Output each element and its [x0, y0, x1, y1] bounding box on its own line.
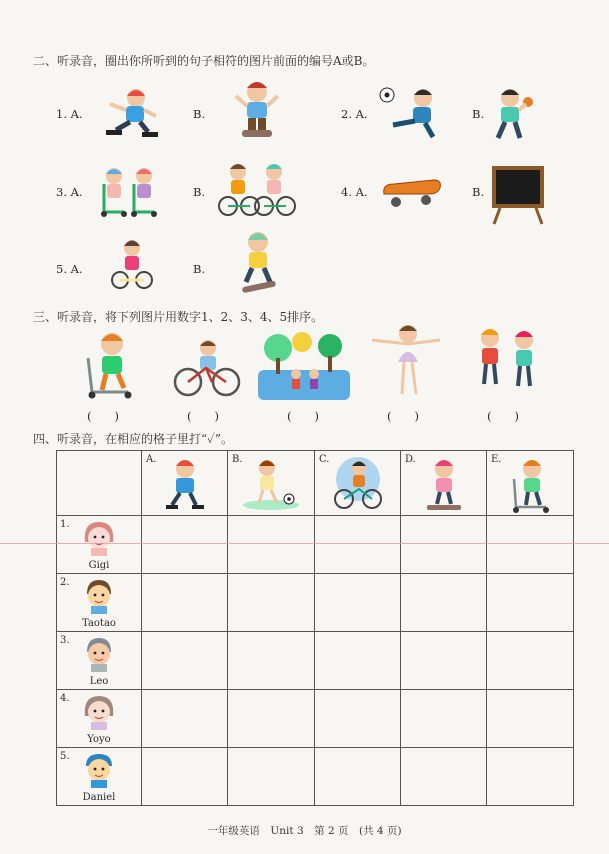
answer-cell-1-e[interactable]	[487, 516, 574, 574]
boy-bicycle-icon	[329, 457, 387, 511]
park-skating-scene-image	[258, 330, 350, 400]
roller-skater-icon	[162, 457, 208, 513]
answer-cell-1-a[interactable]	[142, 516, 228, 574]
row-name: Gigi	[88, 560, 110, 571]
order-blank-2[interactable]: ( )	[187, 409, 219, 423]
order-blank-5[interactable]: ( )	[487, 409, 519, 423]
column-b-header	[228, 451, 315, 516]
ballet-dancer-girl-image	[368, 322, 444, 400]
q2-b-label: B.	[472, 107, 485, 121]
row-head-cell	[57, 690, 142, 748]
answer-cell-4-c[interactable]	[315, 690, 401, 748]
page-footer: 一年级英语 Unit 3 第 2 页 (共 4 页)	[207, 825, 402, 837]
answer-cell-4-b[interactable]	[228, 690, 315, 748]
row-head-cell	[57, 574, 142, 632]
q1-b-label: B.	[193, 107, 206, 121]
order-blank-3[interactable]: ( )	[287, 409, 319, 423]
leo-avatar-icon	[81, 636, 117, 672]
row-number: 5.	[60, 751, 70, 762]
order-blank-1[interactable]: ( )	[87, 409, 119, 423]
answer-cell-3-e[interactable]	[487, 632, 574, 690]
order-blank-4[interactable]: ( )	[387, 409, 419, 423]
section-2-title: 二、听录音，圈出你所听到的句子相符的图片前面的编号A或B。	[33, 54, 375, 68]
row-head-cell	[57, 516, 142, 574]
two-kids-scooters-image	[96, 164, 162, 220]
girl-bicycle-image	[110, 236, 154, 294]
column-d-header	[401, 451, 487, 516]
row-head-cell	[57, 632, 142, 690]
grid-row-taotao	[57, 574, 574, 632]
answer-cell-5-b[interactable]	[228, 748, 315, 806]
gigi-avatar-icon	[81, 520, 117, 556]
answer-cell-3-c[interactable]	[315, 632, 401, 690]
answer-cell-5-a[interactable]	[142, 748, 228, 806]
skateboard-image	[378, 170, 444, 212]
q2-label: 2. A.	[341, 107, 368, 121]
column-b-label: B.	[232, 454, 243, 465]
row-name: Daniel	[82, 792, 116, 803]
grid-row-gigi	[57, 516, 574, 574]
answer-cell-1-b[interactable]	[228, 516, 315, 574]
answer-cell-1-d[interactable]	[401, 516, 487, 574]
q4-b-label: B.	[472, 185, 485, 199]
column-e-header	[487, 451, 574, 516]
q1-label: 1. A.	[56, 107, 83, 121]
helmet-skateboard-kid-image	[236, 228, 282, 296]
column-e-label: E.	[491, 454, 502, 465]
column-a-header	[142, 451, 228, 516]
girl-football-icon	[241, 457, 301, 511]
cyclist-girl-image	[172, 336, 242, 400]
blackboard-image	[490, 160, 546, 226]
q5-b-label: B.	[193, 262, 206, 276]
answer-cell-2-e[interactable]	[487, 574, 574, 632]
row-number: 2.	[60, 577, 70, 588]
column-c-header	[315, 451, 401, 516]
two-skaters-image	[470, 326, 546, 398]
answer-cell-3-b[interactable]	[228, 632, 315, 690]
column-c-label: C.	[319, 454, 330, 465]
column-a-label: A.	[146, 454, 157, 465]
answer-cell-4-d[interactable]	[401, 690, 487, 748]
answer-cell-5-c[interactable]	[315, 748, 401, 806]
roller-skating-kid-image	[96, 86, 162, 140]
daniel-avatar-icon	[81, 752, 117, 788]
skateboard-kid-image	[232, 78, 282, 142]
row-head-cell	[57, 748, 142, 806]
football-kick-kid-image	[375, 85, 445, 141]
grid-row-yoyo	[57, 690, 574, 748]
boy-scooter-icon	[506, 457, 554, 515]
yoyo-avatar-icon	[81, 694, 117, 730]
answer-cell-2-c[interactable]	[315, 574, 401, 632]
answer-cell-5-d[interactable]	[401, 748, 487, 806]
grid-row-daniel	[57, 748, 574, 806]
row-name: Leo	[89, 676, 109, 687]
girl-skateboard-icon	[421, 457, 467, 513]
row-number: 4.	[60, 693, 70, 704]
scooter-boy-image	[78, 328, 144, 400]
two-kids-bicycles-image	[218, 160, 296, 220]
column-d-label: D.	[405, 454, 416, 465]
q3-b-label: B.	[193, 185, 206, 199]
section-3-title: 三、听录音，将下列图片用数字1、2、3、4、5排序。	[33, 310, 324, 324]
answer-grid	[56, 450, 574, 806]
answer-cell-4-e[interactable]	[487, 690, 574, 748]
grid-row-leo	[57, 632, 574, 690]
row-number: 3.	[60, 635, 70, 646]
row-name: Yoyo	[87, 734, 111, 745]
ping-pong-kid-image	[490, 86, 538, 142]
answer-cell-1-c[interactable]	[315, 516, 401, 574]
section-4-title: 四、听录音，在相应的格子里打“✓”。	[33, 432, 234, 446]
answer-cell-2-a[interactable]	[142, 574, 228, 632]
q4-label: 4. A.	[341, 185, 368, 199]
answer-cell-2-b[interactable]	[228, 574, 315, 632]
answer-cell-5-e[interactable]	[487, 748, 574, 806]
taotao-avatar-icon	[81, 578, 117, 614]
grid-header-row	[57, 451, 574, 516]
answer-cell-4-a[interactable]	[142, 690, 228, 748]
row-number: 1.	[60, 519, 70, 530]
answer-cell-2-d[interactable]	[401, 574, 487, 632]
page-fold-line	[0, 543, 609, 544]
answer-cell-3-d[interactable]	[401, 632, 487, 690]
row-name: Taotao	[82, 618, 116, 629]
q3-label: 3. A.	[56, 185, 83, 199]
q5-label: 5. A.	[56, 262, 83, 276]
answer-cell-3-a[interactable]	[142, 632, 228, 690]
grid-corner-cell	[57, 451, 142, 516]
